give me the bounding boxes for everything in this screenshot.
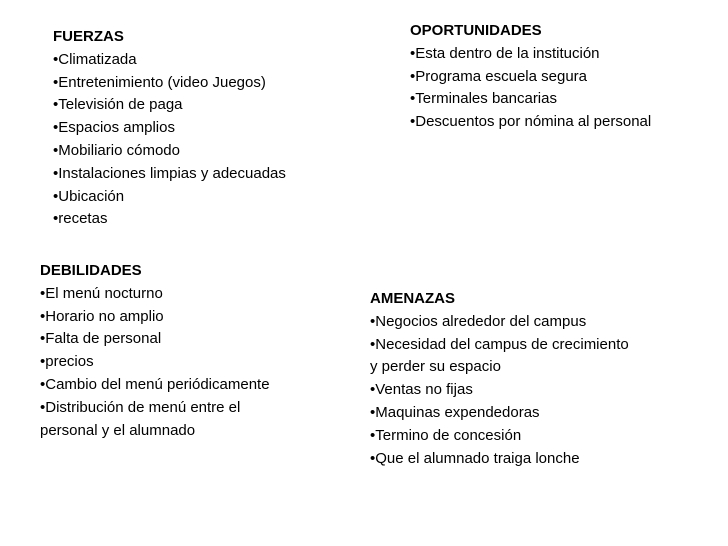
amenazas-item: •Negocios alrededor del campus xyxy=(370,312,587,330)
debilidades-heading: DEBILIDADES xyxy=(40,262,142,279)
debilidades-item: personal y el alumnado xyxy=(40,421,196,439)
debilidades-item: •Horario no amplio xyxy=(40,307,164,325)
fuerzas-heading: FUERZAS xyxy=(53,28,124,45)
oportunidades-item: •Programa escuela segura xyxy=(410,67,588,85)
amenazas-item: y perder su espacio xyxy=(370,358,501,376)
fuerzas-item: •Climatizada xyxy=(53,50,137,68)
debilidades-item: •precios xyxy=(40,353,94,371)
amenazas-item: •Maquinas expendedoras xyxy=(370,403,540,421)
amenazas-section xyxy=(370,288,629,470)
fuerzas-item: •Espacios amplios xyxy=(53,119,175,137)
fuerzas-item: •Entretenimiento (video Juegos) xyxy=(53,73,266,91)
oportunidades-section xyxy=(410,20,651,134)
fuerzas-item: •Instalaciones limpias y adecuadas xyxy=(53,164,286,182)
amenazas-heading: AMENAZAS xyxy=(370,290,455,307)
amenazas-item: •Necesidad del campus de crecimiento xyxy=(370,335,629,353)
fuerzas-item: •recetas xyxy=(53,210,108,228)
debilidades-item: •El menú nocturno xyxy=(40,284,163,302)
debilidades-item: •Falta de personal xyxy=(40,330,162,348)
amenazas-item: •Ventas no fijas xyxy=(370,381,473,399)
amenazas-item: •Termino de concesión xyxy=(370,426,522,444)
oportunidades-item: •Terminales bancarias xyxy=(410,90,557,108)
oportunidades-heading: OPORTUNIDADES xyxy=(410,22,542,39)
amenazas-item: •Que el alumnado traiga lonche xyxy=(370,449,580,467)
fuerzas-item: •Televisión de paga xyxy=(53,96,183,114)
fuerzas-section xyxy=(53,26,286,231)
debilidades-section xyxy=(40,260,270,442)
oportunidades-item: •Descuentos por nómina al personal xyxy=(410,113,652,131)
oportunidades-item: •Esta dentro de la institución xyxy=(410,44,600,62)
fuerzas-item: •Mobiliario cómodo xyxy=(53,141,180,159)
debilidades-item: •Cambio del menú periódicamente xyxy=(40,375,270,393)
fuerzas-item: •Ubicación xyxy=(53,187,125,205)
debilidades-item: •Distribución de menú entre el xyxy=(40,398,241,416)
